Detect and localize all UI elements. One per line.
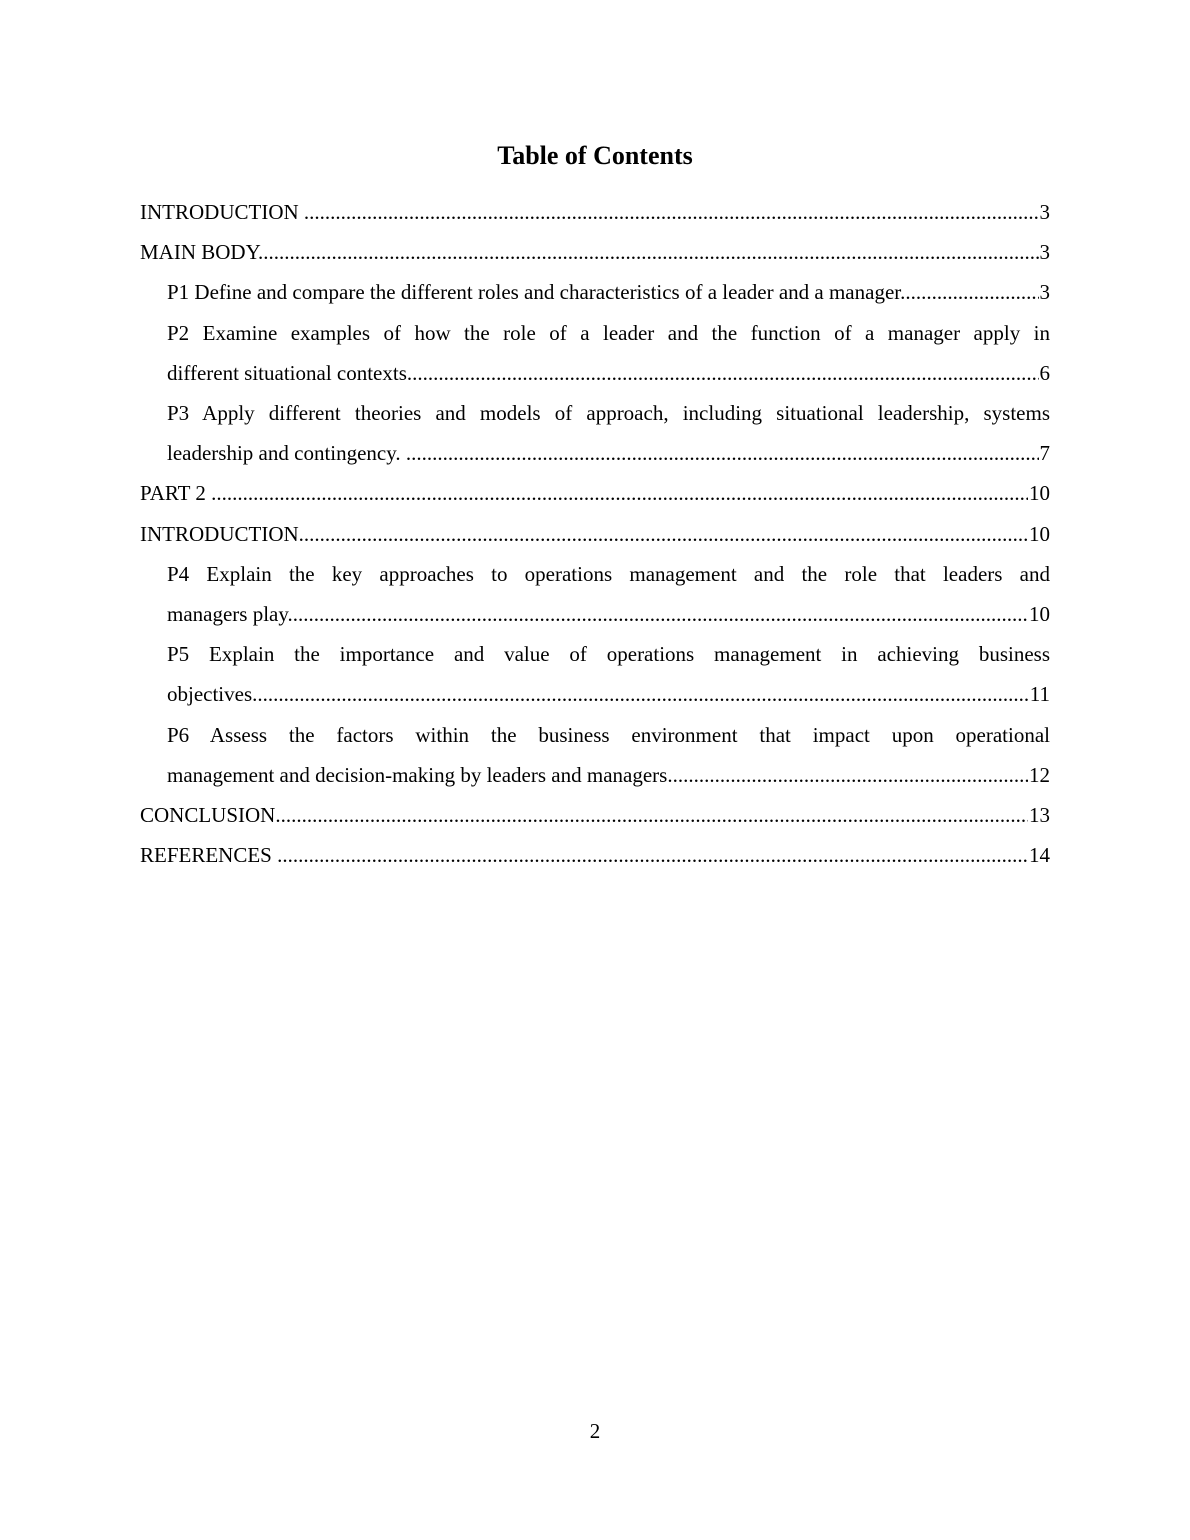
toc-title: Table of Contents <box>497 141 693 170</box>
toc-entry-text: leadership and contingency. <box>167 441 406 466</box>
toc-entry-text: managers play <box>167 602 288 627</box>
toc-entry-page-number: 14 <box>1028 835 1050 875</box>
toc-entry-text: PART 2 <box>140 481 212 506</box>
toc-entry-leader-line <box>167 272 1050 312</box>
toc-dot-leader <box>211 481 1050 505</box>
toc-dot-leader <box>277 843 1050 867</box>
toc-dot-leader <box>258 240 1050 264</box>
toc-entry-page-number: 10 <box>1028 594 1050 634</box>
toc-dot-leader <box>406 441 1050 465</box>
toc-entry[interactable] <box>167 272 1050 312</box>
toc-entry-text-line-1: P4 Explain the key approaches to operations management and the role that leaders and <box>167 561 1050 586</box>
toc-entry-text: P1 Define and compare the different roles and characteristics of a leader and a manager <box>167 280 901 305</box>
toc-entry-text: INTRODUCTION <box>140 521 299 546</box>
toc-entry-leader-line <box>140 514 1050 554</box>
toc-dot-leader <box>304 200 1050 224</box>
toc-entry-page-number: 13 <box>1028 795 1050 835</box>
toc-entry-text: objectives <box>167 682 253 707</box>
toc-entry-text-line-1: P3 Apply different theories and models of approach, including situational leadership, systems <box>167 401 1050 426</box>
toc-entry-text-line-1: P6 Assess the factors within the business environment that impact upon operational <box>167 722 1050 747</box>
toc-entry-text: different situational contexts <box>167 360 407 385</box>
toc-entry-page-number: 3 <box>1039 232 1051 272</box>
toc-entry-leader-line <box>167 674 1050 714</box>
toc-dot-leader <box>299 522 1050 546</box>
toc-dot-leader <box>288 602 1050 626</box>
toc-list <box>140 192 1050 875</box>
toc-entry[interactable] <box>140 835 1050 875</box>
toc-entry-page-number: 12 <box>1028 755 1050 795</box>
toc-dot-leader <box>407 361 1050 385</box>
toc-entry-leader-line <box>167 755 1050 795</box>
toc-entry-text: CONCLUSION <box>140 803 276 828</box>
toc-entry-page-number: 3 <box>1039 192 1051 232</box>
toc-dot-leader <box>252 682 1050 706</box>
toc-entry-text-line-1: P5 Explain the importance and value of operations management in achieving business <box>167 642 1050 667</box>
toc-dot-leader <box>667 763 1050 787</box>
toc-entry-leader-line <box>140 473 1050 513</box>
toc-entry[interactable] <box>167 554 1050 634</box>
toc-entry-leader-line <box>167 594 1050 634</box>
toc-entry-leader-line <box>140 192 1050 232</box>
toc-entry-text: INTRODUCTION <box>140 200 304 224</box>
toc-entry-leader-line <box>140 795 1050 835</box>
toc-entry-page-number: 10 <box>1028 473 1050 513</box>
toc-entry[interactable] <box>140 514 1050 554</box>
toc-entry[interactable] <box>167 715 1050 795</box>
toc-entry-leader-line <box>140 232 1050 272</box>
toc-entry[interactable] <box>140 192 1050 232</box>
toc-entry-page-number: 10 <box>1028 514 1050 554</box>
toc-dot-leader <box>275 803 1050 827</box>
toc-entry[interactable] <box>140 232 1050 272</box>
toc-entry-page-number: 3 <box>1039 272 1051 312</box>
toc-entry[interactable] <box>140 795 1050 835</box>
toc-entry-text: MAIN BODY <box>140 240 259 265</box>
toc-entry-text-line-1: P2 Examine examples of how the role of a leader and the function of a manager apply in <box>167 320 1050 345</box>
toc-entry-page-number: 7 <box>1039 433 1051 473</box>
toc-entry-page-number: 6 <box>1039 353 1051 393</box>
toc-entry[interactable] <box>167 393 1050 473</box>
toc-entry-page-number: 11 <box>1029 674 1050 714</box>
toc-entry-leader-line <box>167 353 1050 393</box>
toc-entry[interactable] <box>167 634 1050 714</box>
toc-entry-text: REFERENCES <box>140 843 278 868</box>
toc-entry[interactable] <box>167 313 1050 393</box>
toc-entry-leader-line <box>167 433 1050 473</box>
page-number: 2 <box>589 1419 601 1443</box>
toc-entry-text: management and decision-making by leaders and managers <box>167 762 668 787</box>
toc-entry[interactable] <box>140 473 1050 513</box>
toc-entry-leader-line <box>140 835 1050 875</box>
toc-dot-leader <box>900 280 1050 304</box>
